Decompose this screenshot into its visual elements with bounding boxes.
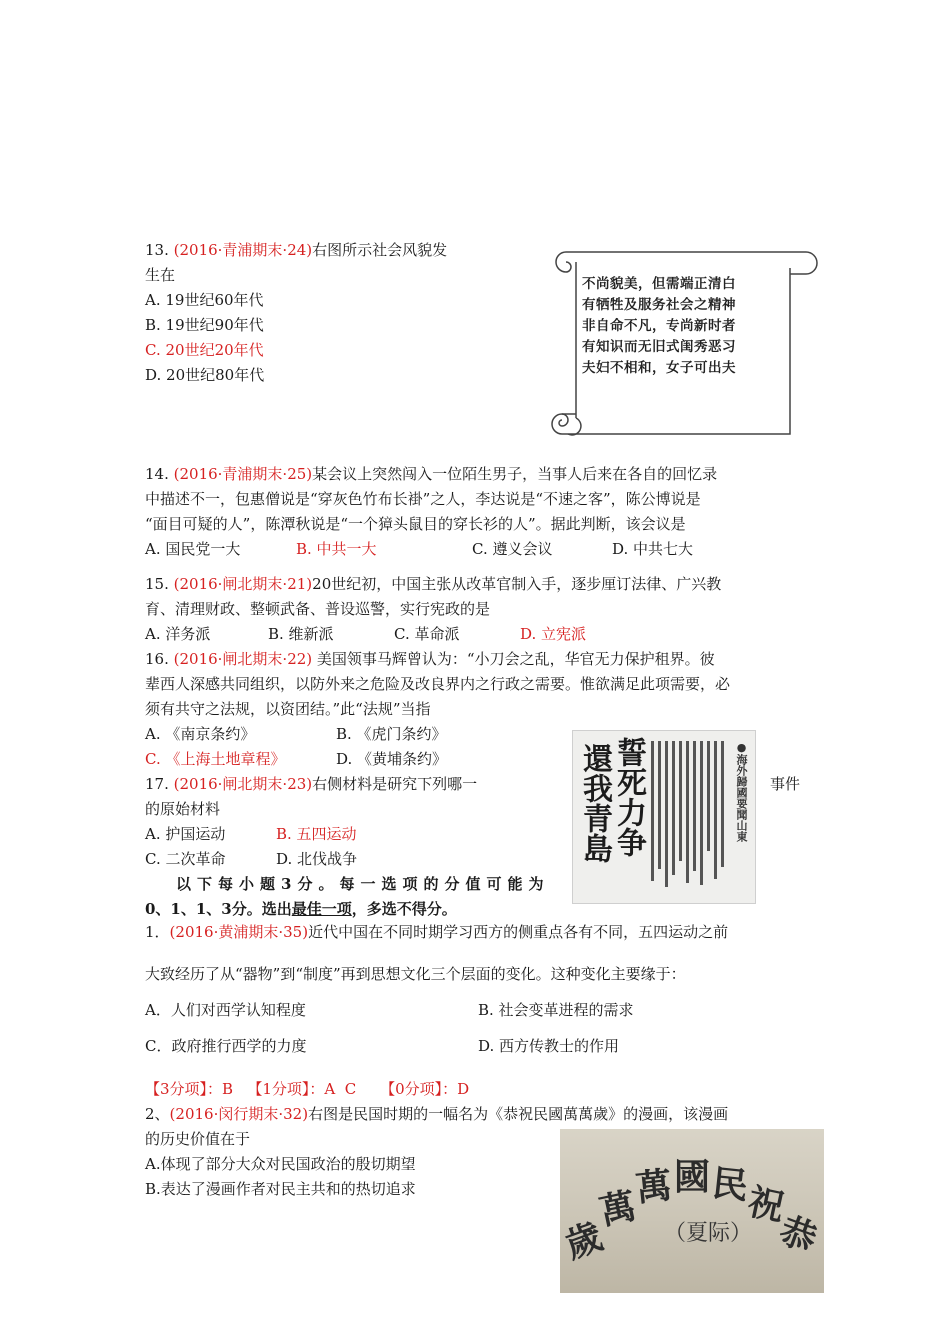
q17-option-b: B. 五四运动 <box>276 825 357 843</box>
q15-option-b: B. 维新派 <box>268 625 334 643</box>
q17-stem-event: 事件 <box>770 775 801 793</box>
q13-option-b: B. 19世纪90年代 <box>145 316 264 334</box>
newspaper-figure <box>572 730 756 904</box>
q14-option-a: A. 国民党一大 <box>145 540 241 558</box>
q14-stem-line-3: “面目可疑的人”，陈潭秋说是“一个獐头鼠目的穿长衫的人”。据此判断，该会议是 <box>145 515 686 533</box>
q16-option-a: A. 《南京条约》 <box>145 725 256 743</box>
q15-stem-line-1: 15. (2016·闸北期末·21)20世纪初，中国主张从改革官制入手，逐步厘订法律、广兴教 <box>145 575 722 593</box>
q17-option-c: C. 二次革命 <box>145 850 226 868</box>
q17-stem-line-2: 的原始材料 <box>145 800 221 818</box>
m1-stem-line-2: 大致经历了从“器物”到“制度”再到思想文化三个层面的变化。这种变化主要缘于： <box>145 965 686 983</box>
m2-source: (2016·闵行期末·32) <box>169 1105 309 1123</box>
q16-option-b: B. 《虎门条约》 <box>336 725 447 743</box>
newspaper-headline-2: 還我青島 <box>577 743 612 863</box>
section-heading-line-1: 以下每小题3分。每一选项的分值可能为 <box>176 875 550 893</box>
m2-stem-line-2: 的历史价值在于 <box>145 1130 251 1148</box>
q13-option-a: A. 19世纪60年代 <box>145 291 264 309</box>
q14-option-c: C. 遵义会议 <box>472 540 553 558</box>
cartoon-title: 歲 萬 萬 國 民 祝 恭 <box>560 1156 823 1267</box>
m1-option-d: D. 西方传教士的作用 <box>478 1037 620 1055</box>
q13-stem-line-1: 13. (2016·青浦期末·24)右图所示社会风貌发 <box>145 241 448 259</box>
q17-stem-line-1: 17. (2016·闸北期末·23)右侧材料是研究下列哪一 <box>145 775 478 793</box>
m2-option-b: B.表达了漫画作者对民主共和的热切追求 <box>145 1180 416 1198</box>
m1-source: (2016·黄浦期末·35) <box>169 923 309 941</box>
q16-option-c: C. 《上海土地章程》 <box>145 750 286 768</box>
cartoon-figure <box>560 1129 824 1293</box>
m1-option-a: A．人们对西学认知程度 <box>145 1001 306 1019</box>
newspaper-headline-1: 誓死力争 <box>611 737 646 857</box>
newspaper-columns <box>649 741 729 891</box>
q15-stem-line-2: 育、清理财政、整顿武备、普设巡警，实行宪政的是 <box>145 600 491 618</box>
q17-option-d: D. 北伐战争 <box>276 850 358 868</box>
q16-stem-line-2: 辈西人深感共同组织，以防外来之危险及改良界内之行政之需要。惟欲满足此项需要，必 <box>145 675 731 693</box>
q17-source: (2016·闸北期末·23) <box>173 775 313 793</box>
q15-option-a: A. 洋务派 <box>145 625 211 643</box>
m1-stem-line-1: 1．(2016·黄浦期末·35)近代中国在不同时期学习西方的侧重点各有不同，五四运动之前 <box>145 923 729 941</box>
m2-option-a: A.体现了部分大众对民国政治的殷切期望 <box>145 1155 416 1173</box>
q16-option-d: D. 《黄埔条约》 <box>336 750 448 768</box>
q13-option-d: D. 20世纪80年代 <box>145 366 265 384</box>
m1-answer: 【3分项】：B 【1分项】：A C 【0分项】：D <box>145 1080 470 1098</box>
cartoon-author: （夏际） <box>664 1221 753 1246</box>
q13-stem-line-2: 生在 <box>145 266 176 284</box>
q13-option-c: C. 20世纪20年代 <box>145 341 264 359</box>
q15-option-c: C. 革命派 <box>394 625 460 643</box>
newspaper-side-heading: ●海外歸國要聞山東 <box>735 741 748 842</box>
scroll-text: 不尚貌美，但需端正清白 有牺牲及服务社会之精神 非自命不凡，专尚新时者 有知识而无旧式闺秀恶习 夫妇不相和，女子可出夫 <box>582 276 736 376</box>
q15-option-d: D. 立宪派 <box>520 625 587 643</box>
q14-stem-line-2: 中描述不一，包惠僧说是“穿灰色竹布长褂”之人，李达说是“不速之客”，陈公博说是 <box>145 490 701 508</box>
q16-source: (2016·闸北期末·22) <box>173 650 313 668</box>
section-heading-line-2: 0、1、1、3分。选出最佳一项，多选不得分。 <box>145 900 457 918</box>
q14-stem-line-1: 14. (2016·青浦期末·25)某会议上突然闯入一位陌生男子，当事人后来在各自的回忆录 <box>145 465 718 483</box>
q14-option-d: D. 中共七大 <box>612 540 694 558</box>
q17-option-a: A. 护国运动 <box>145 825 226 843</box>
q16-stem-line-3: 须有共守之法规，以资团结。”此“法规”当指 <box>145 700 431 718</box>
q13-source: (2016·青浦期末·24) <box>173 241 313 259</box>
q14-option-b: B. 中共一大 <box>296 540 377 558</box>
m1-option-b: B. 社会变革进程的需求 <box>478 1001 634 1019</box>
m2-stem-line-1: 2、(2016·闵行期末·32)右图是民国时期的一幅名为《恭祝民國萬萬歲》的漫画，该漫画 <box>145 1105 729 1123</box>
q14-source: (2016·青浦期末·25) <box>173 465 313 483</box>
q16-stem-line-1: 16. (2016·闸北期末·22) 美国领事马辉曾认为：“小刀会之乱，华官无力保护租界。彼 <box>145 650 715 668</box>
m1-option-c: C．政府推行西学的力度 <box>145 1037 307 1055</box>
q15-source: (2016·闸北期末·21) <box>173 575 313 593</box>
